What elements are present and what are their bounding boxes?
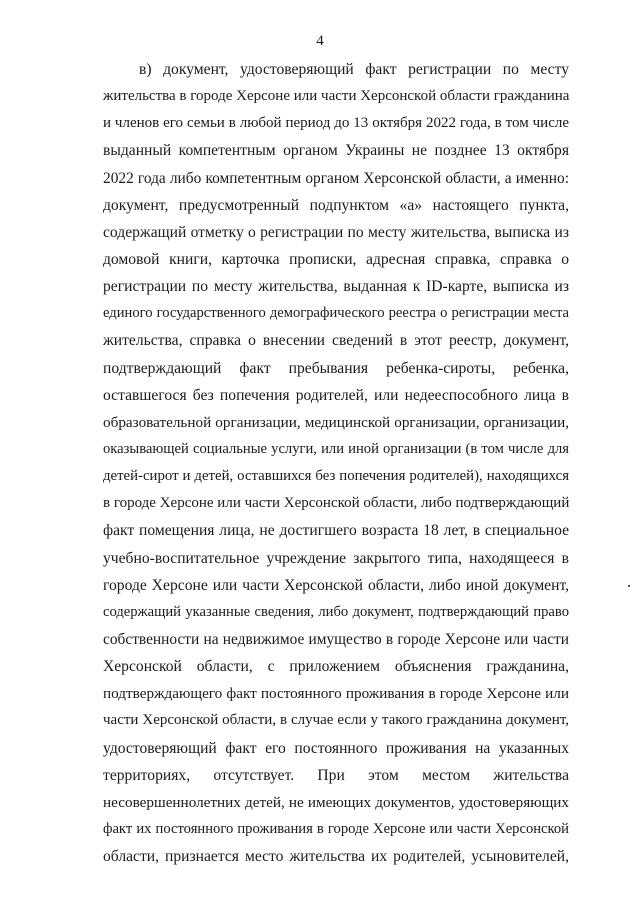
text-line: содержащий указанные сведения, либо документ, подтверждающий право: [103, 603, 569, 620]
text-line: регистрации по месту жительства, выданная к ID-карте, выписка из: [103, 278, 569, 296]
text-line: части Херсонской области, в случае если у такого гражданина документ,: [103, 712, 569, 729]
text-line: факт их постоянного проживания в городе Херсоне или части Херсонской: [103, 820, 569, 837]
text-line: территориях, отсутствует. При этом местом жительства: [103, 766, 569, 784]
text-line: удостоверяющий факт его постоянного проживания на указанных: [103, 739, 569, 757]
text-line: домовой книги, карточка прописки, адресная справка, справка о: [103, 250, 569, 268]
page-number: 4: [316, 33, 324, 49]
text-line: содержащий отметку о регистрации по месту жительства, выписка из: [103, 223, 569, 241]
text-line: Херсонской области, с приложением объяснения гражданина,: [103, 658, 569, 676]
text-line: учебно-воспитательное учреждение закрытого типа, находящееся в: [103, 549, 569, 567]
text-line: и членов его семьи в любой период до 13 октября 2022 года, в том числе: [103, 115, 569, 132]
text-line: образовательной организации, медицинской организации, организации,: [103, 413, 569, 431]
text-line: оказывающей социальные услуги, или иной организации (в том числе для: [103, 440, 569, 457]
text-line: области, признается место жительства их родителей, усыновителей,: [103, 848, 569, 866]
text-line: собственности на недвижимое имущество в городе Херсоне или части: [103, 630, 569, 648]
text-line: городе Херсоне или части Херсонской области, либо иной документ,: [103, 576, 569, 594]
text-line: жительства, справка о внесении сведений в этот реестр, документ,: [103, 332, 569, 350]
text-line: выданный компетентным органом Украины не позднее 13 октября: [103, 142, 569, 160]
scan-speck: [628, 585, 630, 587]
text-line: несовершеннолетних детей, не имеющих документов, удостоверяющих: [103, 793, 569, 811]
text-line: единого государственного демографического реестра о регистрации места: [103, 305, 569, 322]
text-line: 2022 года либо компетентным органом Херсонской области, а именно:: [103, 169, 569, 187]
text-line: факт помещения лица, не достигшего возраста 18 лет, в специальное: [103, 522, 569, 540]
text-line: документ, предусмотренный подпунктом «а» настоящего пункта,: [103, 196, 569, 214]
text-line: оставшегося без попечения родителей, или недееспособного лица в: [103, 386, 569, 404]
text-line: в) документ, удостоверяющий факт регистрации по месту: [139, 61, 569, 78]
text-line: в городе Херсоне или части Херсонской области, либо подтверждающий: [103, 495, 570, 512]
document-body: [103, 56, 569, 870]
text-line: жительства в городе Херсоне или части Херсонской области гражданина: [103, 88, 570, 105]
text-line: подтверждающий факт пребывания ребенка-сироты, ребенка,: [103, 359, 569, 377]
text-line: подтверждающего факт постоянного проживания в городе Херсоне или: [103, 685, 569, 703]
text-line: детей-сирот и детей, оставшихся без попечения родителей), находящихся: [103, 468, 569, 485]
